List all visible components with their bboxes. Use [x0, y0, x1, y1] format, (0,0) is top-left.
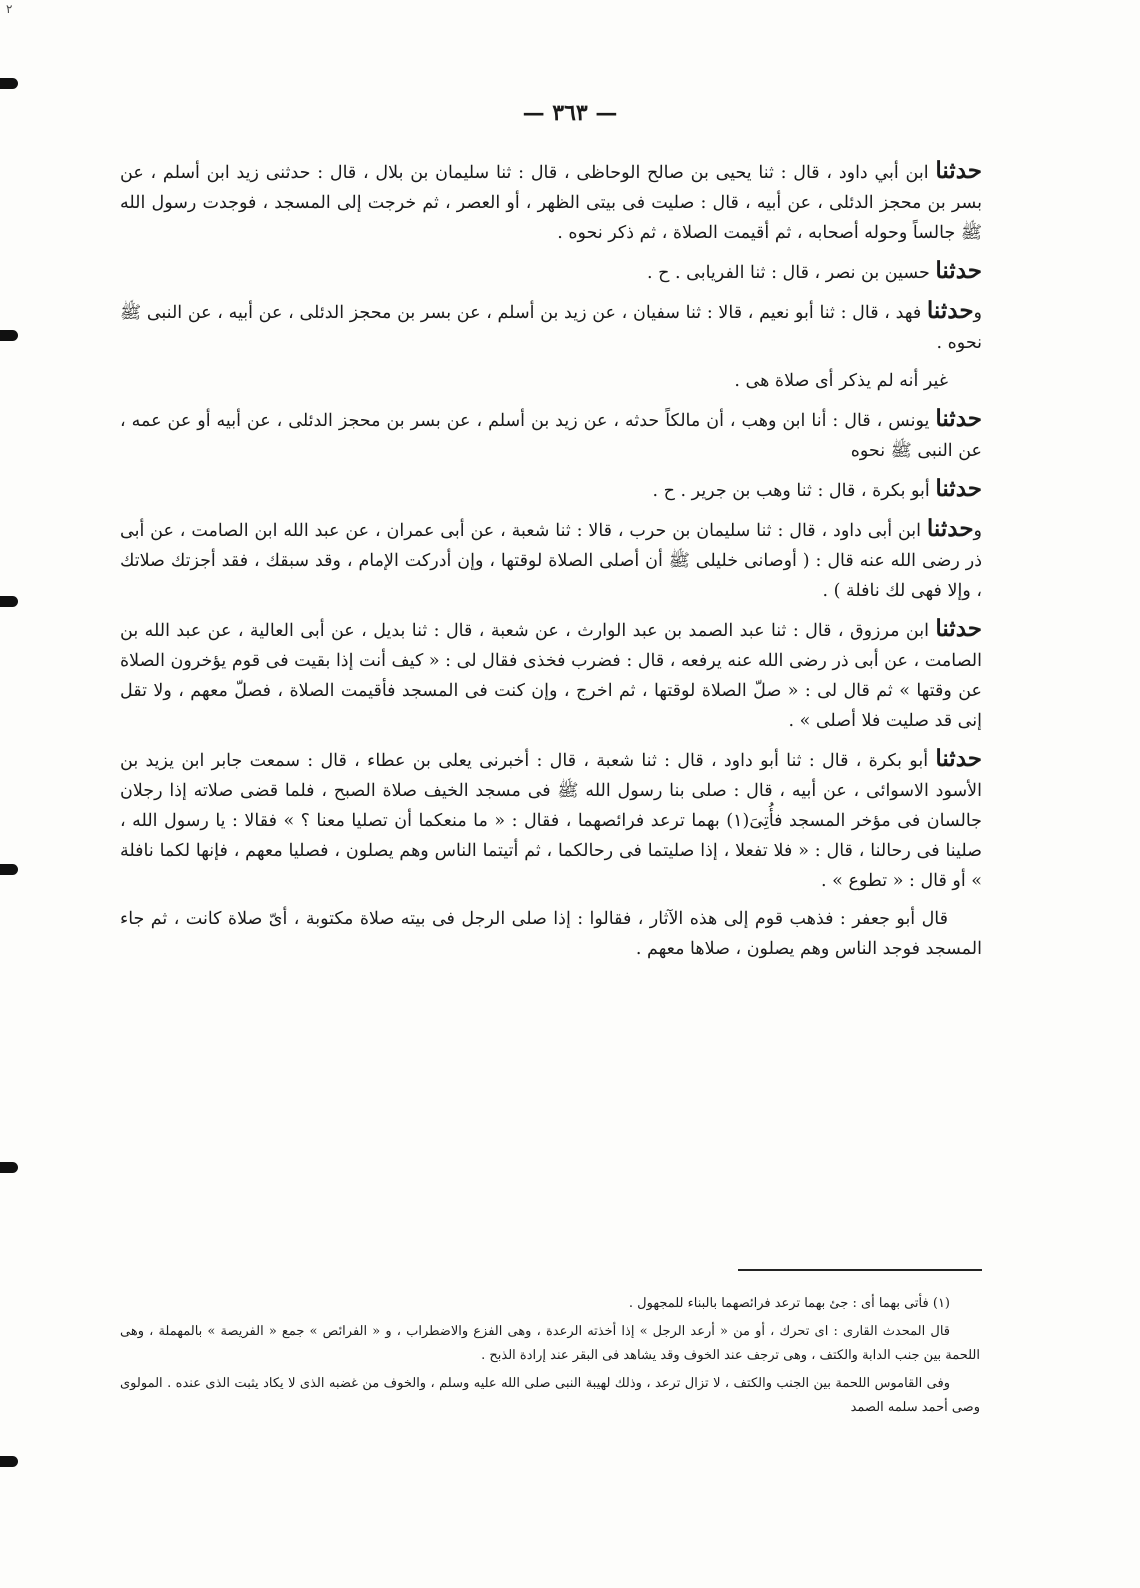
paragraph-text: ابن مرزوق ، قال : ثنا عبد الصمد بن عبد الوارث ، عن شعبة ، قال : ثنا بديل ، عن أبى العالية ، عن عبد الله بن الصامت ، عن أبى ذر رضى الله عنه يرفعه ، قال : فضرب فخذى فقال لى : « كيف أنت إذا بقيت فى قوم يؤخرون الصلاة عن وقتها » ثم قال لى : « صلّ الصلاة لوقتها ، ثم اخرج ، وإن كنت فى المسجد فأقيمت الصلاة ، فصلّ معهم ، ولا تقل إنى قد صليت فلا أصلى » . [120, 621, 982, 731]
binding-mark [0, 864, 18, 875]
hadith-keyword: حدثنا [935, 475, 982, 502]
paragraph-text: قال أبو جعفر : فذهب قوم إلى هذه الآثار ، فقالوا : إذا صلى الرجل فى بيته صلاة مكتوبة ، أىّ صلاة كانت ، ثم جاء المسجد فوجد الناس وهم يصلون ، صلاها معهم . [120, 909, 982, 959]
paragraph-text: حسين بن نصر ، قال : ثنا الفريابى . ح . [647, 263, 936, 283]
paragraph-text: ابن أبي داود ، قال : ثنا يحيى بن صالح الوحاظى ، قال : ثنا سليمان بن بلال ، قال : حدثنى زيد ابن أسلم ، عن بسر بن محجز الدئلى ، عن أبيه ، قال : صليت فى بيتى الظهر ، أو العصر ، ثم خرجت إلى المسجد ، فوجدت رسول الله ﷺ جالساً وحوله أصحابه ، ثم أقيمت الصلاة ، ثم ذكر نحوه . [120, 163, 982, 243]
binding-mark [0, 330, 18, 341]
paragraph: وحدثنا ابن أبى داود ، قال : ثنا سليمان بن حرب ، قالا : ثنا شعبة ، عن أبى عمران ، عن عبد الله ابن الصامت ، عن أبى ذر رضى الله عنه قال : ( أوصانى خليلى ﷺ أن أصلى الصلاة لوقتها ، وإن أدركت الإمام ، وقد سبقك ، فقد أجزتك صلاتك ، وإلا فهى لك نافلة ) . [120, 515, 982, 601]
main-text [120, 156, 982, 972]
paragraph [120, 156, 982, 248]
footnotes [120, 1292, 980, 1424]
corner-mark: ٢ [6, 2, 13, 16]
hadith-keyword: حدثنا [935, 157, 982, 184]
paragraph [120, 904, 982, 964]
footnote: وفى القاموس اللحمة بين الجنب والكتف ، لا تزال ترعد ، وذلك لهيبة النبى صلى الله عليه وسلم ، والخوف من غضبه الذى لا يكاد يثبت الذى عنده . المولوى وصى أحمد سلمه الصمد [120, 1376, 980, 1415]
hadith-keyword: حدثنا [926, 515, 974, 542]
paragraph [120, 474, 982, 506]
binding-mark [0, 1162, 18, 1173]
paragraph-text: فهد ، قال : ثنا أبو نعيم ، قالا : ثنا سفيان ، عن زيد بن أسلم ، عن بسر بن محجز الدئلى ، عن أبيه ، عن النبى ﷺ نحوه . [120, 303, 982, 353]
hadith-keyword: حدثنا [935, 257, 982, 284]
footnote: (١) فأتى بهما أى : جئ بهما ترعد فرائصهما بالبناء للمجهول . [628, 1296, 950, 1311]
hadith-keyword: حدثنا [935, 405, 982, 432]
paragraph [120, 404, 982, 466]
paragraph [120, 744, 982, 896]
binding-mark [0, 78, 18, 89]
binding-mark [0, 596, 18, 607]
hadith-keyword: حدثنا [935, 745, 982, 772]
paragraph [120, 256, 982, 288]
hadith-keyword: حدثنا [935, 615, 982, 642]
paragraph-text: ابن أبى داود ، قال : ثنا سليمان بن حرب ، قالا : ثنا شعبة ، عن أبى عمران ، عن عبد الله ابن الصامت ، عن أبى ذر رضى الله عنه قال : ( أوصانى خليلى ﷺ أن أصلى الصلاة لوقتها ، وإن أدركت الإمام ، وقد سبقك ، فقد أجزتك صلاتك ، وإلا فهى لك نافلة ) . [120, 521, 982, 601]
paragraph-text: غير أنه لم يذكر أى صلاة هى . [734, 371, 948, 391]
paragraph-text: أبو بكرة ، قال : ثنا وهب بن جرير . ح . [652, 481, 936, 501]
footnote-separator [738, 1269, 982, 1271]
paragraph-text: يونس ، قال : أنا ابن وهب ، أن مالكاً حدثه ، عن زيد بن أسلم ، عن بسر بن محجز الدئلى ، عن أبيه أو عن عمه ، عن النبى ﷺ نحوه [120, 411, 982, 461]
paragraph: وحدثنا فهد ، قال : ثنا أبو نعيم ، قالا : ثنا سفيان ، عن زيد بن أسلم ، عن بسر بن محجز الدئلى ، عن أبيه ، عن النبى ﷺ نحوه . [120, 297, 982, 353]
paragraph [120, 366, 982, 396]
binding-mark [0, 1456, 18, 1467]
paragraph [120, 614, 982, 736]
page-number: — ٣٦٣ — [522, 100, 618, 126]
paragraph-text: أبو بكرة ، قال : ثنا أبو داود ، قال : ثنا شعبة ، قال : أخبرنى يعلى بن عطاء ، قال : سمعت جابر ابن يزيد بن الأسود الاسوائى ، عن أبيه ، قال : صلى بنا رسول الله ﷺ فى مسجد الخيف صلاة الصبح ، فلما قضى صلاته إذا رجلان جالسان فى مؤخر المسجد فأُتِىَ(١) بهما ترعد فرائصهما ، فقال : « ما منعكما أن تصليا معنا ؟ » فقالا : يا رسول الله ، صلينا فى رحالنا ، قال : « فلا تفعلا ، إذا صليتما فى رحالكما ، ثم أتيتما الناس وهم يصلون ، فصليا معهم ، فإنها لكما نافلة » أو قال : « تطوع » . [120, 751, 982, 891]
hadith-keyword: حدثنا [926, 297, 974, 324]
footnote: قال المحدث القارى : اى تحرك ، أو من « أرعد الرجل » إذا أخذته الرعدة ، وهى الفزع والاضطراب ، و « الفرائص » جمع « الفريصة » بالمهملة ، وهى اللحمة بين جنب الدابة والكتف ، وهى ترجف عند الخوف وقد يشاهد فى البقر عند إرادة الذبح . [120, 1324, 980, 1363]
